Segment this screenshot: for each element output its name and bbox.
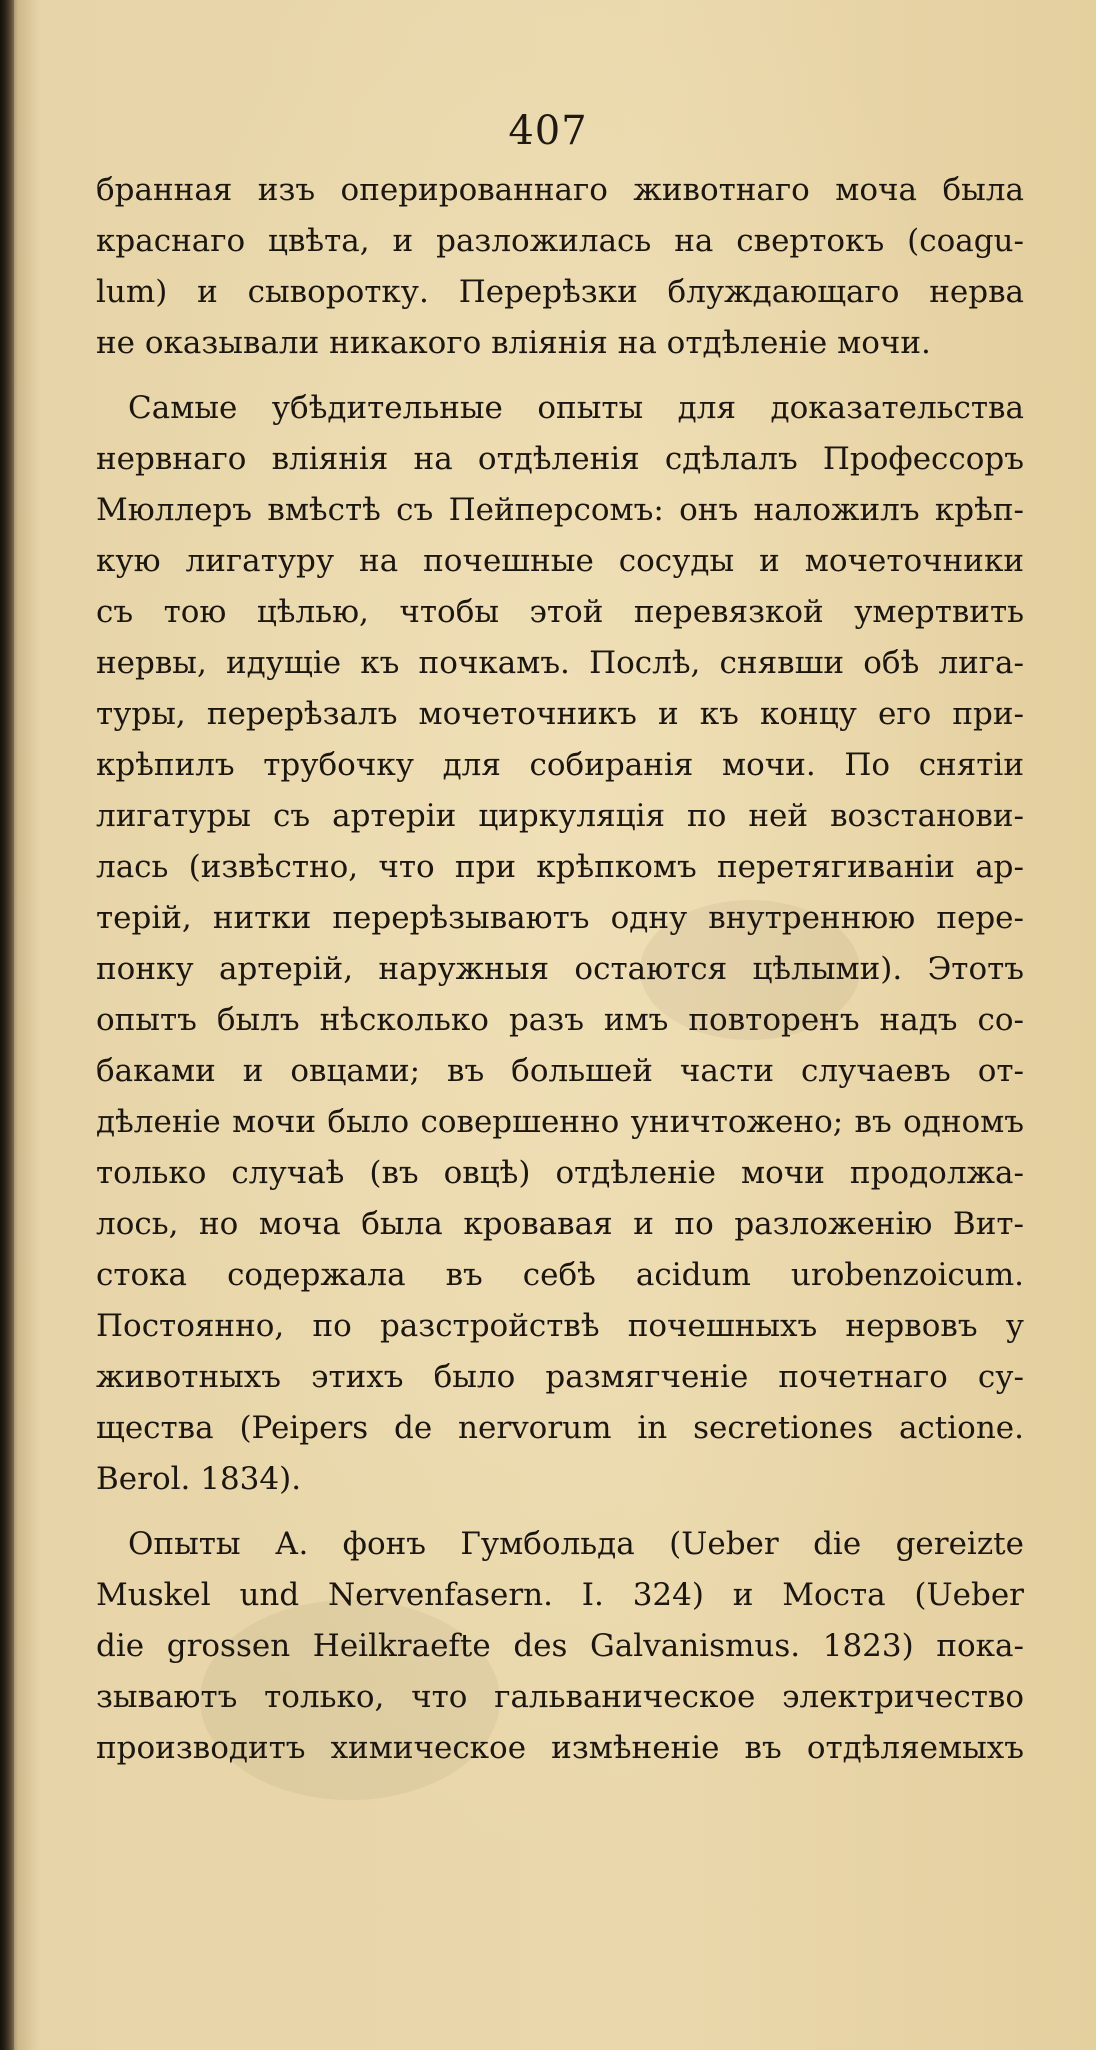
text-line: производитъ химическое измѣненіе въ отдѣляемыхъ [96,1730,1024,1766]
page-spine-shadow [0,0,14,2050]
text-line: лась (извѣстно, что при крѣпкомъ перетягиваніи ар- [96,849,1024,885]
text-line: лигатуры съ артеріи циркуляція по ней возстанови- [96,798,1024,834]
text-line: животныхъ этихъ было размягченіе почетнаго су- [96,1359,1024,1395]
text-line: Самые убѣдительные опыты для доказательства [128,390,1024,426]
text-line: кую лигатуру на почешные сосуды и мочеточники [96,543,1024,579]
text-line: Опыты А. фонъ Гумбольда (Ueber die gereizte [128,1526,1024,1562]
text-line: lum) и сыворотку. Перерѣзки блуждающаго нерва [96,274,1024,310]
text-line: баками и овцами; въ большей части случаевъ от- [96,1053,1024,1089]
text-line: нервнаго вліянія на отдѣленія сдѣлалъ Профессоръ [96,441,1024,477]
text-line: стока содержала въ себѣ acidum urobenzoicum. [96,1257,1024,1293]
text-line: крѣпилъ трубочку для собиранія мочи. По снятіи [96,747,1024,783]
text-line: съ тою цѣлью, чтобы этой перевязкой умертвить [96,594,1024,630]
text-line: опытъ былъ нѣсколько разъ имъ повторенъ надъ со- [96,1002,1024,1038]
body-text [96,165,1024,1774]
text-line: Постоянно, по разстройствѣ почешныхъ нервовъ у [96,1308,1024,1344]
text-line: не оказывали никакого вліянія на отдѣленіе мочи. [96,325,931,361]
text-line: Мюллеръ вмѣстѣ съ Пейперсомъ: онъ наложилъ крѣп- [96,492,1024,528]
text-line: die grossen Heilkraefte des Galvanismus. 1823) пока- [96,1628,1024,1664]
text-line: понку артерій, наружныя остаются цѣлыми). Этотъ [96,951,1024,987]
paragraph-gap [96,1505,1024,1519]
text-line: нервы, идущіе къ почкамъ. Послѣ, снявши обѣ лига- [96,645,1024,681]
text-line: только случаѣ (въ овцѣ) отдѣленіе мочи продолжа- [96,1155,1024,1191]
text-line: зываютъ только, что гальваническое электричество [96,1679,1024,1715]
text-line: дѣленіе мочи было совершенно уничтожено; въ одномъ [96,1104,1024,1140]
text-line: Muskel und Nervenfasern. I. 324) и Моста (Ueber [96,1577,1024,1613]
paragraph-gap [96,369,1024,383]
text-line: Berol. 1834). [96,1461,302,1497]
text-line: краснаго цвѣта, и разложилась на свертокъ (coagu- [96,223,1024,259]
text-line: туры, перерѣзалъ мочеточникъ и къ концу его при- [96,696,1024,732]
text-line: терій, нитки перерѣзываютъ одну внутреннюю пере- [96,900,1024,936]
text-line: щества (Peipers de nervorum in secretiones actione. [96,1410,1024,1446]
text-line: бранная изъ оперированнаго животнаго моча была [96,172,1024,208]
text-line: лось, но моча была кровавая и по разложенію Вит- [96,1206,1024,1242]
page-number: 407 [508,108,588,154]
